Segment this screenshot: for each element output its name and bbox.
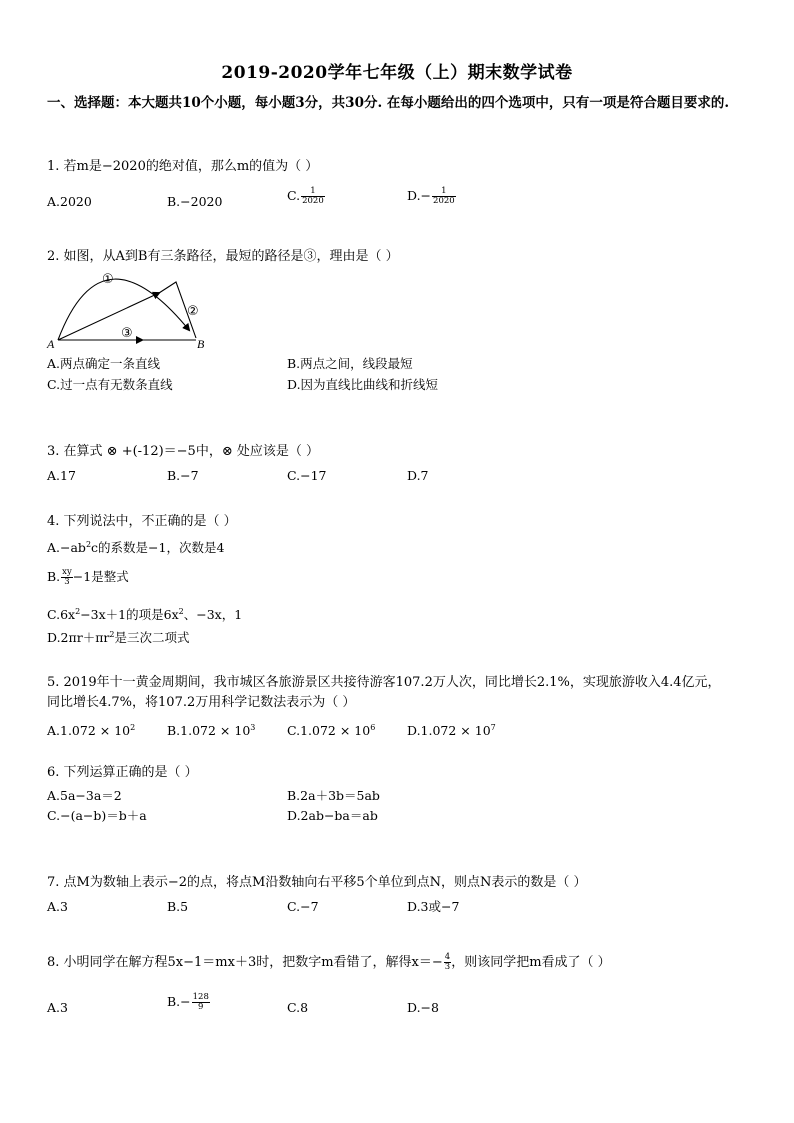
question-5-option-b	[167, 719, 255, 740]
fraction	[61, 568, 73, 587]
question-5-stem-line-2: 同比增长4.7%，将107.2万用科学记数法表示为（ ）	[47, 695, 356, 710]
question-1-option-d	[407, 187, 456, 206]
fraction-numerator: xy	[62, 567, 72, 577]
exponent: 2	[109, 630, 115, 639]
option-text: −1是整式	[72, 569, 129, 584]
question-2-option-a: A.两点确定一条直线	[47, 356, 161, 371]
exam-title: 2019-2020学年七年级（上）期末数学试卷	[221, 63, 573, 83]
option-text: D.1.072 × 10	[407, 723, 491, 739]
fraction-numerator: 1	[432, 187, 456, 197]
exponent: 2	[85, 540, 92, 549]
path-diagram	[44, 268, 224, 352]
option-c-prefix: C.	[287, 188, 301, 203]
question-1-option-a: A.2020	[47, 194, 92, 209]
question-7-option-a: A.3	[47, 899, 68, 914]
exponent: 2	[178, 607, 184, 616]
question-4-option-d	[47, 626, 190, 647]
fraction-denominator: 9	[198, 1002, 204, 1012]
fraction-denominator: 3	[64, 577, 70, 587]
question-5-option-a	[47, 719, 135, 740]
question-7-option-d: D.3或−7	[407, 899, 460, 914]
question-2-stem: 2. 如图，从A到B有三条路径，最短的路径是③，理由是（ ）	[47, 249, 399, 264]
question-8-option-a: A.3	[47, 1000, 68, 1015]
question-6-option-a: A.5a−3a＝2	[47, 788, 122, 803]
path-1-label: ①	[102, 272, 114, 287]
option-text: c的系数是−1，次数是4	[91, 540, 225, 556]
question-1-option-b: B.−2020	[167, 194, 223, 209]
fraction	[192, 993, 210, 1012]
question-text: 8. 小明同学在解方程5x−1＝mx＋3时，把数字m看错了，解得x＝−	[47, 955, 443, 970]
question-3-option-d: D.7	[407, 468, 429, 483]
question-6-option-b: B.2a＋3b＝5ab	[287, 788, 380, 803]
question-3-option-a: A.17	[47, 468, 76, 483]
broken-path-2-segment-1	[58, 293, 159, 340]
question-6-option-d: D.2ab−ba＝ab	[287, 808, 378, 823]
question-8-option-c: C.8	[287, 1000, 309, 1015]
question-text: ，则该同学把m看成了（ ）	[451, 955, 611, 970]
question-2-option-d: D.因为直线比曲线和折线短	[287, 377, 439, 392]
question-8-option-d: D.−8	[407, 1000, 439, 1015]
question-4-option-a	[47, 536, 224, 557]
question-4-option-c	[47, 603, 242, 624]
exponent: 3	[250, 723, 256, 732]
fraction-numerator: 128	[192, 992, 209, 1002]
option-text: C.6x	[47, 607, 76, 623]
question-6-option-c: C.−(a−b)＝b＋a	[47, 808, 147, 823]
question-7-option-b: B.5	[167, 899, 189, 914]
option-text: A.1.072 × 10	[47, 723, 131, 739]
question-3-option-c: C.−17	[287, 468, 327, 483]
option-text: B.	[47, 569, 61, 584]
fraction-denominator: 3	[444, 962, 451, 972]
question-3-stem: 3. 在算式 ⊗ +(-12)＝−5中，⊗ 处应该是（ ）	[47, 444, 319, 459]
option-text: D.2πr＋πr	[47, 630, 110, 646]
path-2-label: ②	[187, 304, 199, 319]
fraction	[432, 187, 456, 206]
option-d-prefix: D.−	[407, 188, 432, 203]
exponent: 2	[75, 607, 81, 616]
option-text: A.−ab	[47, 540, 86, 556]
question-7-stem: 7. 点M为数轴上表示−2的点，将点M沿数轴向右平移5个单位到点N，则点N表示的数是（ ）	[47, 875, 587, 890]
option-text: B.1.072 × 10	[167, 723, 251, 739]
question-3-option-b: B.−7	[167, 468, 199, 483]
section-heading: 一、选择题：本大题共10个小题，每小题3分，共30分. 在每小题给出的四个选项中，只有一项是符合题目要求的.	[47, 95, 730, 111]
fraction-numerator: 4	[444, 952, 451, 962]
question-4-option-b	[47, 568, 129, 587]
question-6-stem: 6. 下列运算正确的是（ ）	[47, 765, 198, 780]
fraction-denominator: 2020	[433, 196, 455, 206]
question-2-option-b: B.两点之间，线段最短	[287, 356, 413, 371]
point-b-label: B	[197, 337, 205, 351]
point-a-label: A	[47, 337, 55, 351]
question-5-option-d	[407, 719, 496, 740]
option-text: 是三次二项式	[114, 630, 190, 646]
question-2-option-c: C.过一点有无数条直线	[47, 377, 173, 392]
fraction	[301, 187, 325, 206]
exponent: 7	[490, 723, 496, 732]
question-8-option-b	[167, 993, 210, 1012]
question-4-stem: 4. 下列说法中，不正确的是（ ）	[47, 514, 237, 529]
option-text: −3x＋1的项是6x	[80, 607, 179, 623]
question-8-stem	[47, 953, 611, 973]
question-7-option-c: C.−7	[287, 899, 319, 914]
option-text: C.1.072 × 10	[287, 723, 371, 739]
option-text: 、−3x，1	[183, 607, 243, 623]
path-3-label: ③	[121, 326, 133, 341]
question-5-option-c	[287, 719, 375, 740]
question-5-stem-line-1: 5. 2019年十一黄金周期间，我市城区各旅游景区共接待游客107.2万人次，同比增长2.1%，实现旅游收入4.4亿元，	[47, 675, 721, 690]
option-text: B.−	[167, 994, 191, 1009]
question-1-stem: 1. 若m是−2020的绝对值，那么m的值为（ ）	[47, 159, 319, 174]
exponent: 2	[130, 723, 136, 732]
question-1-option-c	[287, 187, 325, 206]
fraction-denominator: 2020	[302, 196, 324, 206]
fraction-numerator: 1	[301, 187, 325, 197]
exponent: 6	[370, 723, 376, 732]
